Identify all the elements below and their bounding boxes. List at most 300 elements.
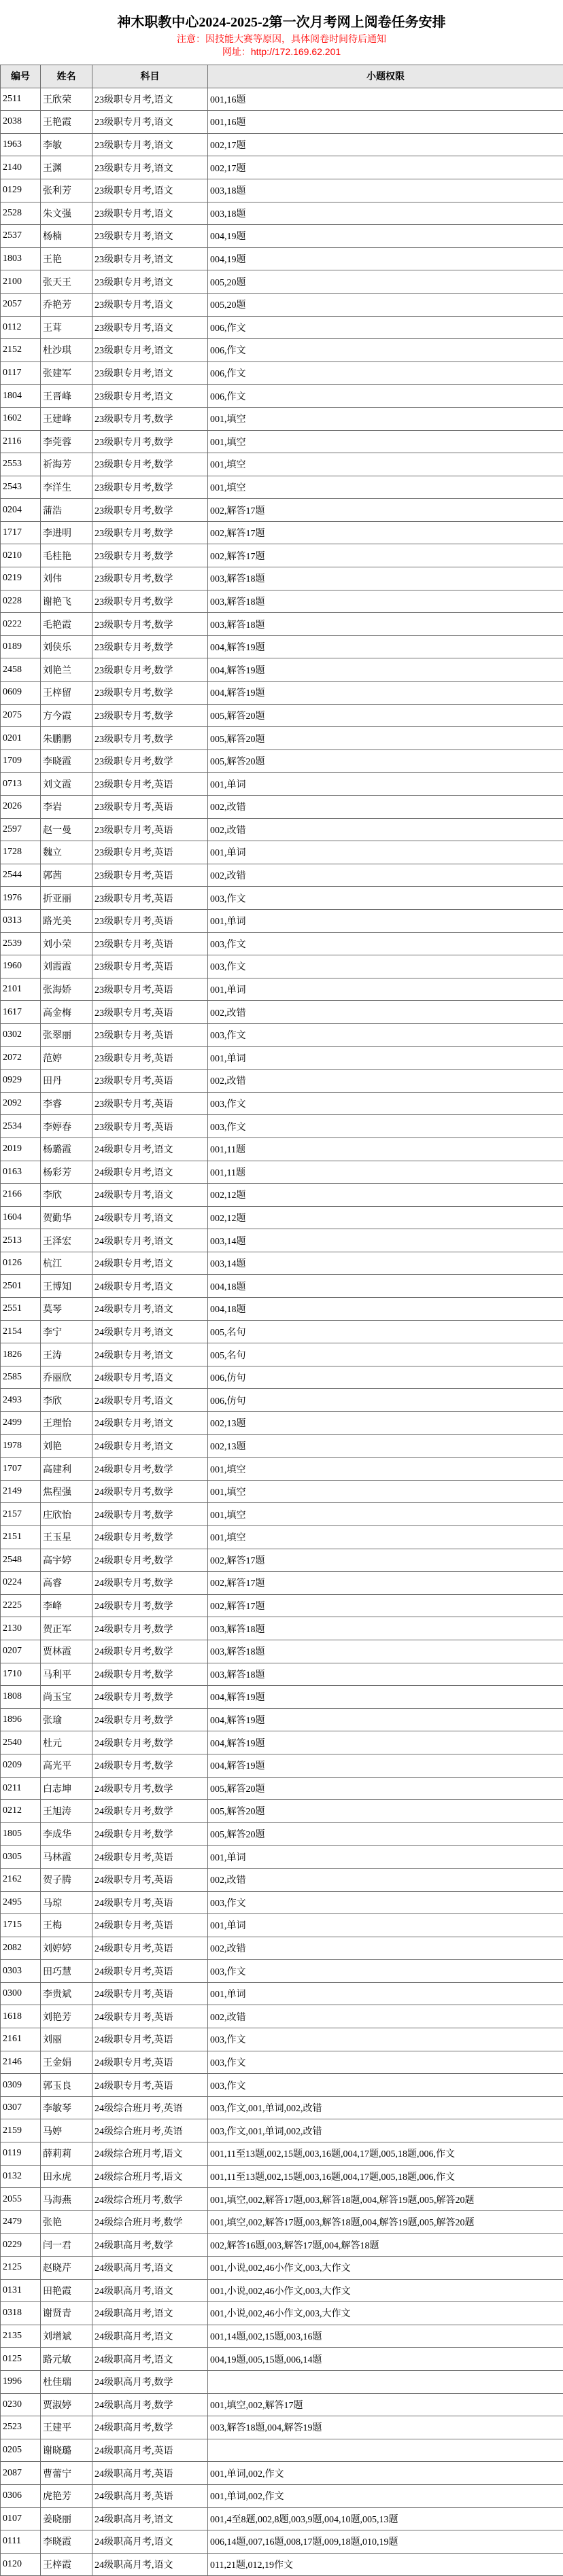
cell-name: 毛艳霞 bbox=[41, 613, 92, 636]
cell-permission: 002,改错 bbox=[208, 796, 563, 819]
cell-id: 2082 bbox=[1, 1937, 41, 1960]
cell-name: 王建峰 bbox=[41, 407, 92, 430]
cell-id: 2534 bbox=[1, 1115, 41, 1138]
cell-subject: 24级职高月考,语文 bbox=[92, 2348, 208, 2371]
cell-permission: 002,13题 bbox=[208, 1412, 563, 1435]
table-row bbox=[1, 2257, 563, 2280]
cell-subject: 23级职专月考,英语 bbox=[92, 796, 208, 819]
cell-name: 李敏琴 bbox=[41, 2096, 92, 2119]
cell-id: 0132 bbox=[1, 2165, 41, 2188]
cell-name: 贺正军 bbox=[41, 1617, 92, 1640]
table-row bbox=[1, 1001, 563, 1024]
cell-subject: 23级职专月考,语文 bbox=[92, 316, 208, 339]
cell-name: 王旭涛 bbox=[41, 1800, 92, 1823]
cell-subject: 24级职专月考,数学 bbox=[92, 1594, 208, 1617]
table-row bbox=[1, 682, 563, 705]
cell-id: 2537 bbox=[1, 225, 41, 248]
cell-name: 李晓霞 bbox=[41, 2530, 92, 2554]
table-row bbox=[1, 1070, 563, 1093]
cell-subject: 23级职专月考,英语 bbox=[92, 1115, 208, 1138]
cell-id: 0228 bbox=[1, 590, 41, 613]
cell-name: 杨楠 bbox=[41, 225, 92, 248]
cell-name: 杜佳瑞 bbox=[41, 2370, 92, 2393]
cell-permission: 002,解答17题 bbox=[208, 521, 563, 544]
cell-name: 田巧慧 bbox=[41, 1960, 92, 1983]
cell-permission: 003,解答18题 bbox=[208, 1617, 563, 1640]
cell-permission: 001,11题 bbox=[208, 1137, 563, 1161]
cell-permission: 002,改错 bbox=[208, 1937, 563, 1960]
cell-subject: 23级职专月考,英语 bbox=[92, 1070, 208, 1093]
cell-id: 2140 bbox=[1, 156, 41, 179]
cell-id: 0306 bbox=[1, 2484, 41, 2507]
cell-subject: 23级职专月考,语文 bbox=[92, 202, 208, 225]
cell-subject: 24级职专月考,语文 bbox=[92, 1298, 208, 1321]
cell-id: 2157 bbox=[1, 1503, 41, 1526]
cell-id: 0224 bbox=[1, 1572, 41, 1595]
cell-name: 祈海芳 bbox=[41, 453, 92, 476]
table-row bbox=[1, 2119, 563, 2142]
cell-id: 0204 bbox=[1, 499, 41, 522]
cell-name: 王欣荣 bbox=[41, 88, 92, 111]
cell-permission: 001,小说,002,46小作文,003,大作文 bbox=[208, 2279, 563, 2302]
cell-permission: 001,11题 bbox=[208, 1161, 563, 1184]
cell-id: 1604 bbox=[1, 1206, 41, 1229]
cell-id: 0201 bbox=[1, 727, 41, 750]
cell-name: 马婷 bbox=[41, 2119, 92, 2142]
cell-permission: 003,作文 bbox=[208, 1891, 563, 1914]
cell-id: 0222 bbox=[1, 613, 41, 636]
cell-permission: 001,单词 bbox=[208, 1914, 563, 1937]
table-row bbox=[1, 1868, 563, 1891]
cell-subject: 24级综合班月考,数学 bbox=[92, 2210, 208, 2234]
cell-permission: 005,解答20题 bbox=[208, 727, 563, 750]
cell-id: 1717 bbox=[1, 521, 41, 544]
cell-id: 2100 bbox=[1, 270, 41, 294]
cell-subject: 23级职专月考,英语 bbox=[92, 773, 208, 796]
cell-name: 田永虎 bbox=[41, 2165, 92, 2188]
cell-id: 2146 bbox=[1, 2051, 41, 2074]
cell-name: 郭茜 bbox=[41, 864, 92, 887]
table-row bbox=[1, 1503, 563, 1526]
table-row bbox=[1, 2165, 563, 2188]
cell-subject: 24级职专月考,数学 bbox=[92, 1503, 208, 1526]
cell-name: 张建军 bbox=[41, 361, 92, 385]
cell-name: 张利芳 bbox=[41, 179, 92, 202]
cell-id: 0302 bbox=[1, 1023, 41, 1046]
cell-permission: 006,作文 bbox=[208, 361, 563, 385]
cell-subject: 24级职高月考,数学 bbox=[92, 2370, 208, 2393]
cell-id: 2092 bbox=[1, 1092, 41, 1115]
cell-permission: 001,单词 bbox=[208, 909, 563, 932]
cell-id: 0120 bbox=[1, 2553, 41, 2576]
cell-subject: 23级职专月考,数学 bbox=[92, 476, 208, 499]
cell-name: 田艳霞 bbox=[41, 2279, 92, 2302]
table-row bbox=[1, 818, 563, 841]
cell-name: 高光平 bbox=[41, 1754, 92, 1777]
table-row bbox=[1, 567, 563, 590]
table-row bbox=[1, 2302, 563, 2325]
cell-id: 1728 bbox=[1, 841, 41, 864]
cell-id: 2019 bbox=[1, 1137, 41, 1161]
cell-id: 0230 bbox=[1, 2393, 41, 2416]
cell-name: 刘文霞 bbox=[41, 773, 92, 796]
cell-permission: 002,解答16题,003,解答17题,004,解答18题 bbox=[208, 2234, 563, 2257]
cell-permission: 003,解答18题,004,解答19题 bbox=[208, 2416, 563, 2439]
table-row bbox=[1, 613, 563, 636]
cell-permission: 003,解答18题 bbox=[208, 1640, 563, 1663]
cell-name: 杜沙琪 bbox=[41, 339, 92, 362]
cell-id: 2501 bbox=[1, 1275, 41, 1298]
cell-subject: 24级职高月考,数学 bbox=[92, 2393, 208, 2416]
cell-id: 1803 bbox=[1, 247, 41, 270]
page-title: 神木职教中心2024-2025-2第一次月考网上阅卷任务安排 bbox=[0, 14, 563, 31]
cell-id: 1707 bbox=[1, 1458, 41, 1481]
cell-name: 王建平 bbox=[41, 2416, 92, 2439]
cell-id: 0125 bbox=[1, 2348, 41, 2371]
cell-name: 王渊 bbox=[41, 156, 92, 179]
table-row bbox=[1, 887, 563, 910]
cell-name: 王晋峰 bbox=[41, 385, 92, 408]
table-row bbox=[1, 2348, 563, 2371]
table-row bbox=[1, 2188, 563, 2211]
cell-id: 1805 bbox=[1, 1822, 41, 1846]
cell-name: 郭玉良 bbox=[41, 2074, 92, 2097]
table-row bbox=[1, 2507, 563, 2530]
cell-subject: 23级职专月考,英语 bbox=[92, 864, 208, 887]
table-row bbox=[1, 2416, 563, 2439]
cell-id: 2495 bbox=[1, 1891, 41, 1914]
url-text: 网址：http://172.169.62.201 bbox=[0, 46, 563, 58]
cell-permission: 001,填空 bbox=[208, 1526, 563, 1549]
cell-name: 李婷春 bbox=[41, 1115, 92, 1138]
cell-id: 2597 bbox=[1, 818, 41, 841]
cell-subject: 24级职专月考,数学 bbox=[92, 1617, 208, 1640]
cell-permission: 001,小说,002,46小作文,003,大作文 bbox=[208, 2302, 563, 2325]
cell-name: 刘艳芳 bbox=[41, 2005, 92, 2028]
column-header-subject: 科目 bbox=[92, 65, 208, 88]
cell-subject: 24级职高月考,语文 bbox=[92, 2530, 208, 2554]
cell-permission: 011,21题,012,19作文 bbox=[208, 2553, 563, 2576]
cell-subject: 24级职专月考,数学 bbox=[92, 1458, 208, 1481]
cell-id: 2154 bbox=[1, 1320, 41, 1343]
cell-subject: 23级职专月考,数学 bbox=[92, 727, 208, 750]
cell-permission: 002,解答17题 bbox=[208, 1549, 563, 1572]
cell-name: 朱鹏鹏 bbox=[41, 727, 92, 750]
cell-subject: 24级职专月考,数学 bbox=[92, 1777, 208, 1800]
cell-id: 2585 bbox=[1, 1366, 41, 1389]
cell-permission: 005,名句 bbox=[208, 1320, 563, 1343]
cell-subject: 24级职专月考,语文 bbox=[92, 1275, 208, 1298]
cell-name: 张翠丽 bbox=[41, 1023, 92, 1046]
cell-id: 2152 bbox=[1, 339, 41, 362]
cell-subject: 24级职专月考,语文 bbox=[92, 1412, 208, 1435]
cell-name: 张瑜 bbox=[41, 1708, 92, 1731]
cell-subject: 24级职专月考,语文 bbox=[92, 1366, 208, 1389]
table-row bbox=[1, 1846, 563, 1869]
cell-subject: 24级职专月考,数学 bbox=[92, 1640, 208, 1663]
cell-permission: 002,改错 bbox=[208, 1868, 563, 1891]
cell-permission: 005,解答20题 bbox=[208, 704, 563, 727]
cell-name: 马林霞 bbox=[41, 1846, 92, 1869]
cell-name: 杭江 bbox=[41, 1252, 92, 1275]
cell-id: 2511 bbox=[1, 88, 41, 111]
cell-permission: 001,单词 bbox=[208, 1046, 563, 1070]
cell-name: 贺子腾 bbox=[41, 1868, 92, 1891]
cell-subject: 24级职高月考,语文 bbox=[92, 2279, 208, 2302]
table-row bbox=[1, 2530, 563, 2554]
cell-name: 刘侠乐 bbox=[41, 635, 92, 658]
cell-permission: 002,改错 bbox=[208, 2005, 563, 2028]
table-row bbox=[1, 1184, 563, 1207]
cell-name: 朱文强 bbox=[41, 202, 92, 225]
cell-id: 0211 bbox=[1, 1777, 41, 1800]
cell-permission: 001,单词 bbox=[208, 1982, 563, 2005]
cell-permission: 003,解答18题 bbox=[208, 590, 563, 613]
cell-subject: 24级职专月考,英语 bbox=[92, 1960, 208, 1983]
cell-name: 李成华 bbox=[41, 1822, 92, 1846]
cell-subject: 24级综合班月考,英语 bbox=[92, 2096, 208, 2119]
cell-id: 2499 bbox=[1, 1412, 41, 1435]
cell-permission: 003,作文 bbox=[208, 932, 563, 955]
cell-permission: 003,作文 bbox=[208, 1115, 563, 1138]
cell-name: 李敏 bbox=[41, 133, 92, 156]
cell-subject: 23级职专月考,数学 bbox=[92, 499, 208, 522]
cell-id: 2151 bbox=[1, 1526, 41, 1549]
cell-id: 2159 bbox=[1, 2119, 41, 2142]
cell-subject: 24级职专月考,语文 bbox=[92, 1343, 208, 1366]
cell-name: 李峰 bbox=[41, 1594, 92, 1617]
table-row bbox=[1, 316, 563, 339]
cell-subject: 24级综合班月考,数学 bbox=[92, 2188, 208, 2211]
table-row bbox=[1, 133, 563, 156]
cell-id: 0210 bbox=[1, 544, 41, 567]
cell-name: 刘艳 bbox=[41, 1434, 92, 1458]
cell-subject: 23级职专月考,语文 bbox=[92, 270, 208, 294]
table-row bbox=[1, 2096, 563, 2119]
table-row bbox=[1, 1891, 563, 1914]
table-row bbox=[1, 2439, 563, 2462]
cell-permission: 004,18题 bbox=[208, 1298, 563, 1321]
cell-name: 王梓霞 bbox=[41, 2553, 92, 2576]
cell-permission: 004,解答19题 bbox=[208, 1754, 563, 1777]
cell-name: 毛桂艳 bbox=[41, 544, 92, 567]
cell-permission: 003,作文 bbox=[208, 2051, 563, 2074]
table-row bbox=[1, 1434, 563, 1458]
table-row bbox=[1, 1708, 563, 1731]
cell-name: 王梓留 bbox=[41, 682, 92, 705]
table-row bbox=[1, 704, 563, 727]
cell-name: 王金娟 bbox=[41, 2051, 92, 2074]
cell-subject: 24级职专月考,数学 bbox=[92, 1731, 208, 1754]
table-row bbox=[1, 2028, 563, 2051]
cell-id: 0609 bbox=[1, 682, 41, 705]
column-header-id: 编号 bbox=[1, 65, 41, 88]
cell-name: 王泽宏 bbox=[41, 1229, 92, 1252]
table-row bbox=[1, 1161, 563, 1184]
cell-id: 2135 bbox=[1, 2325, 41, 2348]
cell-id: 2116 bbox=[1, 430, 41, 453]
cell-permission: 003,作文,001,单词,002,改错 bbox=[208, 2119, 563, 2142]
table-row bbox=[1, 88, 563, 111]
cell-id: 1618 bbox=[1, 2005, 41, 2028]
cell-permission: 003,作文 bbox=[208, 887, 563, 910]
cell-permission: 002,17题 bbox=[208, 133, 563, 156]
cell-subject: 24级职专月考,语文 bbox=[92, 1184, 208, 1207]
cell-id: 1709 bbox=[1, 749, 41, 773]
table-row bbox=[1, 1389, 563, 1412]
cell-id: 0126 bbox=[1, 1252, 41, 1275]
cell-name: 莫琴 bbox=[41, 1298, 92, 1321]
cell-id: 0163 bbox=[1, 1161, 41, 1184]
cell-name: 白志坤 bbox=[41, 1777, 92, 1800]
cell-subject: 24级职高月考,数学 bbox=[92, 2234, 208, 2257]
table-row bbox=[1, 1092, 563, 1115]
cell-subject: 23级职专月考,英语 bbox=[92, 909, 208, 932]
cell-name: 王玉星 bbox=[41, 1526, 92, 1549]
cell-id: 2225 bbox=[1, 1594, 41, 1617]
cell-subject: 24级职专月考,语文 bbox=[92, 1320, 208, 1343]
cell-id: 2038 bbox=[1, 111, 41, 134]
cell-subject: 23级职专月考,数学 bbox=[92, 635, 208, 658]
cell-id: 2513 bbox=[1, 1229, 41, 1252]
cell-permission: 002,改错 bbox=[208, 1001, 563, 1024]
cell-subject: 24级职高月考,语文 bbox=[92, 2302, 208, 2325]
notice-text: 注意：因技能大赛等原因，具体阅卷时间待后通知 bbox=[0, 33, 563, 45]
cell-subject: 23级职专月考,语文 bbox=[92, 179, 208, 202]
table-row bbox=[1, 978, 563, 1001]
table-row bbox=[1, 1960, 563, 1983]
cell-subject: 24级职高月考,语文 bbox=[92, 2507, 208, 2530]
table-row bbox=[1, 1137, 563, 1161]
cell-permission: 001,16题 bbox=[208, 111, 563, 134]
cell-subject: 24级职高月考,英语 bbox=[92, 2439, 208, 2462]
cell-subject: 24级综合班月考,语文 bbox=[92, 2165, 208, 2188]
cell-name: 方今霞 bbox=[41, 704, 92, 727]
cell-id: 2057 bbox=[1, 293, 41, 316]
cell-permission: 003,解答18题 bbox=[208, 613, 563, 636]
cell-subject: 23级职专月考,数学 bbox=[92, 704, 208, 727]
cell-permission: 001,小说,002,46小作文,003,大作文 bbox=[208, 2257, 563, 2280]
cell-id: 1617 bbox=[1, 1001, 41, 1024]
table-row bbox=[1, 1982, 563, 2005]
table-row bbox=[1, 1617, 563, 1640]
cell-id: 0112 bbox=[1, 316, 41, 339]
cell-permission: 004,18题 bbox=[208, 1275, 563, 1298]
cell-permission: 002,解答17题 bbox=[208, 544, 563, 567]
table-row bbox=[1, 430, 563, 453]
table-row bbox=[1, 1572, 563, 1595]
cell-id: 1602 bbox=[1, 407, 41, 430]
cell-name: 李欣 bbox=[41, 1184, 92, 1207]
cell-subject: 24级职高月考,数学 bbox=[92, 2416, 208, 2439]
table-row bbox=[1, 1731, 563, 1754]
cell-name: 马琼 bbox=[41, 1891, 92, 1914]
cell-subject: 24级职高月考,语文 bbox=[92, 2553, 208, 2576]
cell-subject: 23级职专月考,语文 bbox=[92, 88, 208, 111]
cell-permission: 002,改错 bbox=[208, 818, 563, 841]
cell-permission: 002,13题 bbox=[208, 1434, 563, 1458]
cell-subject: 23级职专月考,数学 bbox=[92, 544, 208, 567]
cell-subject: 24级职专月考,语文 bbox=[92, 1434, 208, 1458]
table-row bbox=[1, 111, 563, 134]
cell-name: 杨璐霞 bbox=[41, 1137, 92, 1161]
cell-subject: 24级职专月考,数学 bbox=[92, 1526, 208, 1549]
table-row bbox=[1, 1320, 563, 1343]
table-row bbox=[1, 225, 563, 248]
cell-name: 李进明 bbox=[41, 521, 92, 544]
cell-subject: 23级职专月考,语文 bbox=[92, 339, 208, 362]
table-row bbox=[1, 1206, 563, 1229]
cell-name: 刘婷婷 bbox=[41, 1937, 92, 1960]
cell-name: 曹蕾宁 bbox=[41, 2462, 92, 2485]
cell-name: 王博知 bbox=[41, 1275, 92, 1298]
cell-subject: 24级职专月考,英语 bbox=[92, 1982, 208, 2005]
table-row bbox=[1, 2279, 563, 2302]
cell-subject: 24级综合班月考,语文 bbox=[92, 2142, 208, 2166]
table-row bbox=[1, 179, 563, 202]
cell-permission: 003,作文,001,单词,002,改错 bbox=[208, 2096, 563, 2119]
table-row bbox=[1, 1914, 563, 1937]
cell-name: 王茸 bbox=[41, 316, 92, 339]
cell-permission: 001,单词 bbox=[208, 978, 563, 1001]
cell-id: 1715 bbox=[1, 1914, 41, 1937]
cell-permission: 004,解答19题 bbox=[208, 1686, 563, 1709]
cell-id: 2553 bbox=[1, 453, 41, 476]
cell-id: 0309 bbox=[1, 2074, 41, 2097]
cell-subject: 23级职专月考,英语 bbox=[92, 1023, 208, 1046]
cell-subject: 23级职专月考,数学 bbox=[92, 453, 208, 476]
cell-id: 2493 bbox=[1, 1389, 41, 1412]
cell-id: 2551 bbox=[1, 1298, 41, 1321]
cell-permission: 002,12题 bbox=[208, 1206, 563, 1229]
cell-name: 贾林霞 bbox=[41, 1640, 92, 1663]
table-row bbox=[1, 1115, 563, 1138]
cell-subject: 23级职专月考,英语 bbox=[92, 887, 208, 910]
cell-name: 刘伟 bbox=[41, 567, 92, 590]
table-row bbox=[1, 2074, 563, 2097]
cell-permission: 002,12题 bbox=[208, 1184, 563, 1207]
table-row bbox=[1, 1343, 563, 1366]
cell-id: 2523 bbox=[1, 2416, 41, 2439]
cell-id: 2055 bbox=[1, 2188, 41, 2211]
table-row bbox=[1, 796, 563, 819]
cell-subject: 23级职专月考,英语 bbox=[92, 978, 208, 1001]
table-row bbox=[1, 544, 563, 567]
table-row bbox=[1, 1229, 563, 1252]
cell-subject: 23级职专月考,数学 bbox=[92, 521, 208, 544]
cell-id: 2528 bbox=[1, 202, 41, 225]
cell-id: 2026 bbox=[1, 796, 41, 819]
cell-id: 0207 bbox=[1, 1640, 41, 1663]
cell-permission: 003,作文 bbox=[208, 2028, 563, 2051]
cell-subject: 23级职专月考,英语 bbox=[92, 955, 208, 978]
cell-subject: 24级职专月考,语文 bbox=[92, 1206, 208, 1229]
cell-id: 2543 bbox=[1, 476, 41, 499]
table-row bbox=[1, 1822, 563, 1846]
cell-permission: 003,解答18题 bbox=[208, 1663, 563, 1686]
cell-name: 刘增斌 bbox=[41, 2325, 92, 2348]
cell-id: 2072 bbox=[1, 1046, 41, 1070]
cell-name: 王艳 bbox=[41, 247, 92, 270]
cell-subject: 24级职专月考,数学 bbox=[92, 1822, 208, 1846]
cell-id: 0107 bbox=[1, 2507, 41, 2530]
cell-id: 1976 bbox=[1, 887, 41, 910]
cell-id: 1996 bbox=[1, 2370, 41, 2393]
cell-permission: 002,改错 bbox=[208, 1070, 563, 1093]
cell-id: 0307 bbox=[1, 2096, 41, 2119]
cell-permission: 005,20题 bbox=[208, 270, 563, 294]
table-row bbox=[1, 955, 563, 978]
